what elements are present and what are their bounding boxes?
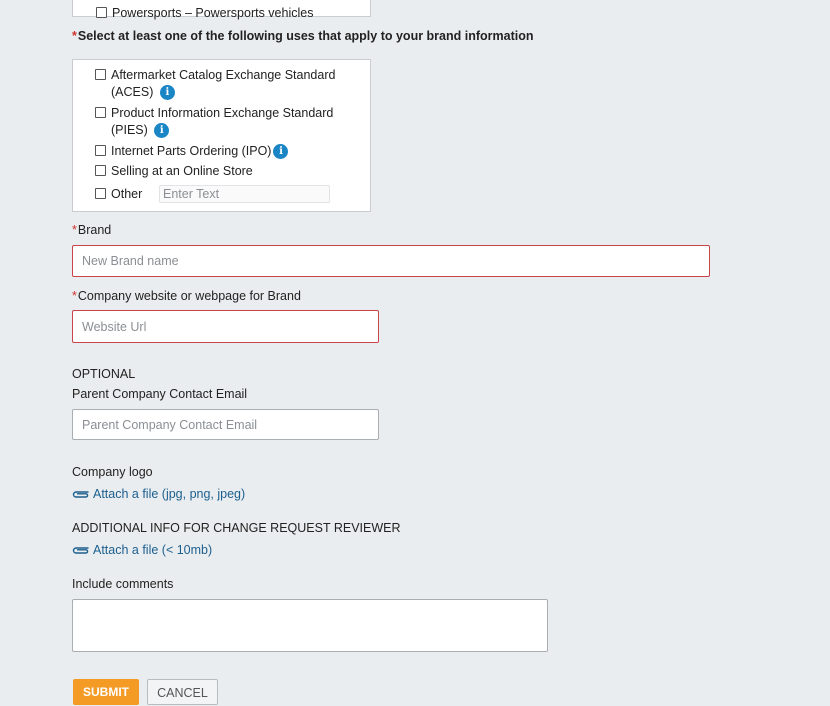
additional-info-heading: ADDITIONAL INFO FOR CHANGE REQUEST REVIEWER [72, 521, 401, 535]
parent-email-label: Parent Company Contact Email [72, 387, 248, 401]
comments-label: Include comments [72, 577, 174, 591]
paperclip-icon [72, 545, 90, 555]
aces-info-icon[interactable]: i [160, 85, 175, 100]
vehicle-type-list [72, 0, 371, 20]
aces-label-line2: (ACES) i [111, 83, 175, 101]
required-marker: * [72, 223, 77, 237]
attach-file-text: Attach a file (< 10mb) [93, 543, 213, 557]
website-url-input[interactable] [72, 310, 379, 343]
comments-textarea[interactable] [72, 599, 548, 652]
other-label: Other [111, 187, 143, 201]
ipo-info-icon[interactable]: i [273, 144, 288, 159]
submit-button[interactable]: SUBMIT [73, 679, 139, 705]
pies-label-line1: Product Information Exchange Standard [111, 106, 334, 120]
ipo-label: Internet Parts Ordering (IPO) i [111, 142, 288, 160]
ipo-checkbox[interactable] [95, 145, 106, 156]
parent-email-input[interactable] [72, 409, 379, 440]
company-logo-label: Company logo [72, 465, 153, 479]
other-checkbox[interactable] [95, 188, 106, 199]
powersports-label: Powersports – Powersports vehicles [112, 6, 314, 20]
online-store-label: Selling at an Online Store [111, 164, 253, 178]
attach-logo-link[interactable] [72, 487, 245, 501]
pies-checkbox[interactable] [95, 107, 106, 118]
uses-options-box [72, 59, 371, 212]
powersports-checkbox[interactable] [96, 7, 107, 18]
required-marker: * [72, 289, 77, 303]
attach-logo-text: Attach a file (jpg, png, jpeg) [93, 487, 246, 501]
other-text-input[interactable] [159, 185, 330, 203]
website-label: *Company website or webpage for Brand [72, 289, 301, 303]
required-marker: * [72, 29, 77, 43]
cancel-button[interactable]: CANCEL [147, 679, 218, 705]
pies-info-icon[interactable]: i [154, 123, 169, 138]
attach-file-link[interactable] [72, 543, 212, 557]
uses-prompt [72, 29, 533, 43]
optional-heading: OPTIONAL [72, 367, 136, 381]
brand-label: *Brand [72, 223, 112, 237]
paperclip-icon [72, 489, 90, 499]
aces-label-line1: Aftermarket Catalog Exchange Standard [111, 68, 336, 82]
brand-name-input[interactable] [72, 245, 710, 277]
pies-label-line2: (PIES) i [111, 121, 169, 139]
uses-prompt-text: Select at least one of the following uses that apply to your brand information [77, 29, 534, 43]
aces-checkbox[interactable] [95, 69, 106, 80]
online-store-checkbox[interactable] [95, 165, 106, 176]
